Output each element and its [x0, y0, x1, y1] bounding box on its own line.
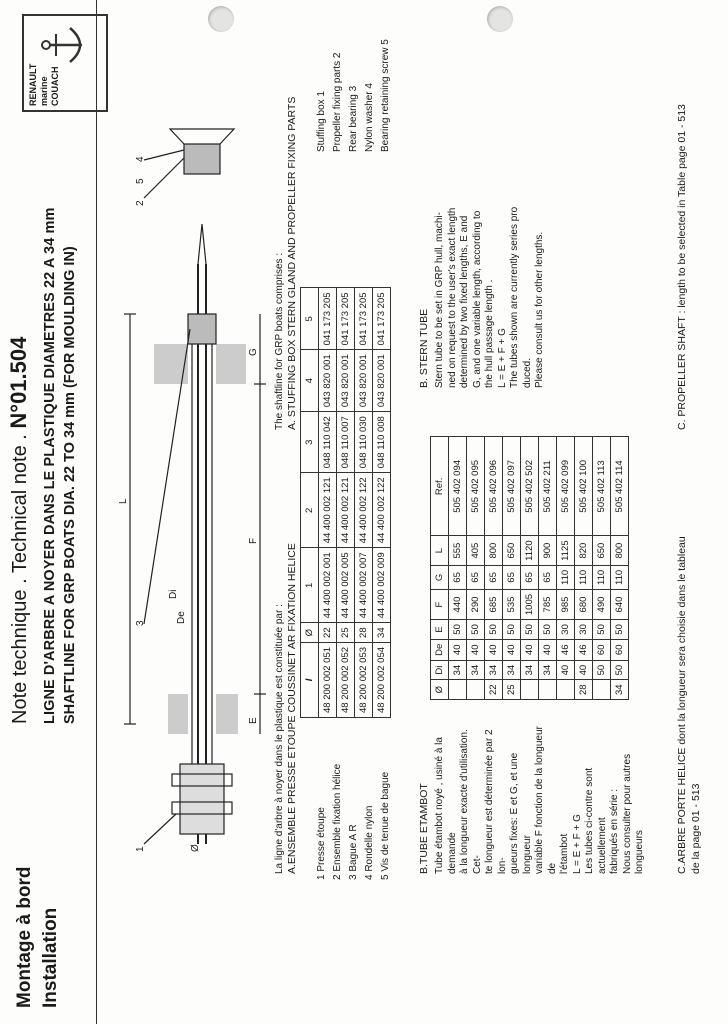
- cell: 110: [611, 565, 629, 589]
- title-en: SHAFTLINE FOR GRP BOATS DIA. 22 TO 34 mm (FOR MOULDING IN): [62, 246, 78, 724]
- text-line: variable F fonction de la longueur de: [534, 726, 558, 874]
- intro-fr: La ligne d'arbre à noyer dans le plastique est constituée par :: [274, 604, 285, 874]
- section-a-fr: A.ENSEMBLE PRESSE ETOUPE COUSSINET AR FIXATION HELICE: [286, 543, 298, 874]
- text-line: gueurs fixes: E et G, et une longueur: [509, 752, 533, 874]
- cell: 40: [575, 660, 593, 680]
- part-en-4: Nylon washer 4: [364, 83, 375, 152]
- cell: 60: [611, 639, 629, 660]
- cell: 041 173 205: [337, 288, 355, 350]
- cell: 34: [611, 680, 629, 700]
- dim-G: G: [248, 348, 259, 356]
- cell: 40: [521, 639, 539, 660]
- callout-3: 3: [135, 620, 146, 626]
- dim-phi: Ø: [190, 844, 201, 852]
- cell: 44 400 002 121: [337, 473, 355, 548]
- cell: 25: [337, 623, 355, 643]
- cell: 50: [449, 620, 467, 640]
- cell: 44 400 002 122: [373, 473, 391, 548]
- callout-1: 1: [135, 846, 146, 852]
- cell: 25: [503, 680, 521, 700]
- cell: 043 820 001: [319, 350, 337, 412]
- table-row: [355, 288, 373, 718]
- th: Ref.: [431, 437, 449, 536]
- cell: 50: [539, 620, 557, 640]
- section-heading: Montage à bord: [14, 866, 35, 1008]
- cell: 50: [611, 660, 629, 680]
- part-fr-4: 4 Rondelle nylon: [364, 805, 375, 880]
- cell: 28: [575, 680, 593, 700]
- cell: 505 402 113: [593, 437, 611, 536]
- cell: 110: [593, 565, 611, 589]
- section-a-en: A. STUFFING BOX STERN GLAND AND PROPELLER FIXING PARTS: [286, 96, 298, 430]
- section-b-en-text: [434, 138, 547, 388]
- th: Di: [431, 660, 449, 680]
- cell: [521, 680, 539, 700]
- cell: 22: [319, 623, 337, 643]
- cell: 505 402 096: [485, 437, 503, 536]
- dim-Di: Di: [168, 589, 179, 599]
- cell: 40: [449, 639, 467, 660]
- cell: 50: [503, 620, 521, 640]
- text-line: the hull passage length .: [484, 279, 495, 388]
- cell: 40: [503, 639, 521, 660]
- cell: 22: [485, 680, 503, 700]
- cell: 405: [467, 536, 485, 565]
- cell: 46: [575, 639, 593, 660]
- cell: 290: [467, 589, 485, 619]
- cell: 34: [503, 660, 521, 680]
- callout-2: 2: [135, 200, 146, 206]
- header-rule: [96, 0, 97, 1024]
- dim-L: L: [118, 498, 129, 504]
- cell: 50: [593, 660, 611, 680]
- part-en-2: Propeller fixing parts 2: [332, 52, 343, 152]
- cell: 34: [521, 660, 539, 680]
- cell: 650: [503, 536, 521, 565]
- part-fr-2: 2 Ensemble fixation hélice: [332, 763, 343, 880]
- table-row: [611, 437, 629, 700]
- cell: 30: [557, 620, 575, 640]
- cell: 505 402 100: [575, 437, 593, 536]
- dim-F: F: [248, 537, 259, 544]
- section-c-en: C. PROPELLER SHAFT : length to be selected in Table page 01 - 513: [676, 104, 688, 430]
- table-row: [557, 437, 575, 700]
- th: L: [431, 536, 449, 565]
- anchor-icon: [38, 20, 88, 70]
- cell: 640: [611, 589, 629, 619]
- cell: 60: [593, 639, 611, 660]
- cell: 505 402 211: [539, 437, 557, 536]
- cell: 65: [449, 565, 467, 589]
- cell: 820: [575, 536, 593, 565]
- cell: 041 173 205: [319, 288, 337, 350]
- cell: 48 200 002 052: [337, 642, 355, 717]
- renault-couach-logo: [22, 14, 108, 112]
- title-fr: LIGNE D'ARBRE A NOYER DANS LE PLASTIQUE DIAMETRES 22 A 34 mm: [42, 207, 58, 724]
- cell: 50: [467, 620, 485, 640]
- subsection-heading: Installation: [40, 907, 61, 1008]
- table-row: [467, 437, 485, 700]
- section-b-fr-title: B.TUBE ETAMBOT: [418, 783, 430, 874]
- cell: 048 110 008: [373, 412, 391, 473]
- section-c-fr-1: C.ARBRE PORTE HELICE dont la longueur sera choisie dans le tableau: [676, 536, 688, 874]
- cell: 34: [373, 623, 391, 643]
- table-row: [575, 437, 593, 700]
- cell: 44 400 002 001: [319, 548, 337, 623]
- text-line: ned on request to the user's exact length: [446, 207, 458, 388]
- cell: 555: [449, 536, 467, 565]
- th: 1: [301, 548, 319, 623]
- callout-4: 4: [135, 156, 146, 162]
- cell: 40: [467, 639, 485, 660]
- th: 3: [301, 412, 319, 473]
- cell: 1005: [521, 589, 539, 619]
- cell: 800: [485, 536, 503, 565]
- cell: 043 820 001: [337, 350, 355, 412]
- table-row: [319, 288, 337, 718]
- th: Ø: [431, 680, 449, 700]
- text-line: L = E + F + G: [571, 814, 583, 874]
- section-b-fr-text: [434, 714, 647, 874]
- text-line: Nous consulter pour autres longueurs: [621, 753, 645, 874]
- cell: 985: [557, 589, 575, 619]
- cell: 34: [467, 660, 485, 680]
- cell: [593, 680, 611, 700]
- cell: 44 400 002 121: [319, 473, 337, 548]
- cell: 65: [521, 565, 539, 589]
- cell: 34: [539, 660, 557, 680]
- cell: 65: [467, 565, 485, 589]
- cell: 650: [593, 536, 611, 565]
- cell: 48 200 002 051: [319, 642, 337, 717]
- table-row: [539, 437, 557, 700]
- cell: 1125: [557, 536, 575, 565]
- text-line: Stern tube to be set in GRP hull, machi-: [434, 211, 445, 388]
- th: G: [431, 565, 449, 589]
- table-row: [593, 437, 611, 700]
- cell: 50: [521, 620, 539, 640]
- th: 5: [301, 288, 319, 350]
- parts-list-fr: [314, 740, 394, 880]
- table-row: [503, 437, 521, 700]
- cell: 40: [485, 639, 503, 660]
- cell: 490: [593, 589, 611, 619]
- part-fr-5: 5 Vis de tenue de bague: [380, 771, 391, 880]
- dim-E: E: [248, 717, 259, 724]
- cell: [467, 680, 485, 700]
- section-b-en-title: B. STERN TUBE: [418, 308, 430, 388]
- logo-line-3: COUACH: [50, 66, 60, 106]
- table-row: [449, 437, 467, 700]
- cell: [539, 680, 557, 700]
- text-line: Please consult us for other lengths.: [534, 231, 545, 388]
- cell: 505 402 095: [467, 437, 485, 536]
- cell: 65: [539, 565, 557, 589]
- cell: 048 110 042: [319, 412, 337, 473]
- cell: [449, 680, 467, 700]
- cell: 30: [575, 620, 593, 640]
- table-row: [337, 288, 355, 718]
- cell: 505 402 502: [521, 437, 539, 536]
- part-en-3: Rear bearing 3: [348, 85, 359, 152]
- parts-list-en: [314, 12, 394, 152]
- cell: 041 173 205: [373, 288, 391, 350]
- cell: 44 400 002 009: [373, 548, 391, 623]
- cell: 110: [557, 565, 575, 589]
- table-row: [485, 437, 503, 700]
- cell: 1120: [521, 536, 539, 565]
- cell: 28: [355, 623, 373, 643]
- text-line: G, and one variable length, according to: [471, 210, 483, 388]
- note-number: N°01.504: [6, 336, 31, 429]
- cell: 785: [539, 589, 557, 619]
- cell: 44 400 002 007: [355, 548, 373, 623]
- cell: 48 200 002 053: [355, 642, 373, 717]
- cell: 110: [575, 565, 593, 589]
- cell: 041 173 205: [355, 288, 373, 350]
- text-line: Tube étambot noyé , usiné à la demande: [434, 737, 458, 874]
- cell: 50: [593, 620, 611, 640]
- th: F: [431, 589, 449, 619]
- text-line: Les tubes ci-contre sont actuellement: [584, 767, 608, 874]
- note-title-text: Note technique . Technical note .: [9, 434, 31, 724]
- cell: 505 402 097: [503, 437, 521, 536]
- text-line: te longueur est déterminée par 2 lon-: [484, 729, 508, 874]
- cell: 505 402 114: [611, 437, 629, 536]
- callout-5: 5: [135, 178, 146, 184]
- cell: 34: [449, 660, 467, 680]
- th: 4: [301, 350, 319, 412]
- cell: 043 820 001: [373, 350, 391, 412]
- cell: 34: [485, 660, 503, 680]
- part-en-5: Bearing retaining screw 5: [380, 39, 391, 152]
- th: De: [431, 639, 449, 660]
- cell: 048 110 007: [337, 412, 355, 473]
- text-line: determined by two fixed lengths, E and: [459, 215, 470, 388]
- logo-line-1: RENAULT: [28, 63, 38, 106]
- part-fr-3: 3 Bague A R: [348, 824, 359, 880]
- th: I: [301, 642, 319, 717]
- cell: 535: [503, 589, 521, 619]
- cell: 65: [485, 565, 503, 589]
- stern-tube-table-header: [431, 437, 449, 700]
- parts-table-header: [301, 288, 319, 718]
- intro-en: The shaftline for GRP boats comprises :: [274, 252, 285, 430]
- part-fr-1: 1 Presse étoupe: [316, 807, 327, 880]
- text-line: L = E + F + G: [496, 328, 508, 388]
- cell: 440: [449, 589, 467, 619]
- note-title: [6, 337, 32, 724]
- parts-table: [300, 287, 391, 718]
- cell: [557, 680, 575, 700]
- text-line: The tubes shown are currently series pro: [509, 206, 520, 388]
- th: E: [431, 620, 449, 640]
- section-c-fr-2: de la page 01 - 513: [690, 783, 702, 874]
- stern-tube-table: [430, 436, 629, 700]
- cell: 685: [485, 589, 503, 619]
- cell: 800: [611, 536, 629, 565]
- cell: 44 400 002 005: [337, 548, 355, 623]
- table-row: [373, 288, 391, 718]
- cell: 65: [503, 565, 521, 589]
- cell: 40: [539, 639, 557, 660]
- th: 2: [301, 473, 319, 548]
- part-en-1: Stuffing box 1: [316, 91, 327, 152]
- cell: 048 110 030: [355, 412, 373, 473]
- cell: 680: [575, 589, 593, 619]
- cell: 043 820 001: [355, 350, 373, 412]
- shaftline-drawing: [110, 114, 280, 874]
- text-line: duced.: [521, 357, 533, 388]
- cell: 505 402 094: [449, 437, 467, 536]
- text-line: fabriqués en série :: [609, 788, 620, 874]
- logo-line-2: marine: [39, 76, 49, 106]
- text-line: à la longueur exacte d'utilisation. Cet-: [459, 729, 483, 874]
- cell: 50: [485, 620, 503, 640]
- cell: 40: [557, 660, 575, 680]
- cell: 44 400 002 122: [355, 473, 373, 548]
- text-line: l'étambot: [559, 833, 570, 874]
- table-row: [521, 437, 539, 700]
- cell: 900: [539, 536, 557, 565]
- cell: 46: [557, 639, 575, 660]
- cell: 48 200 002 054: [373, 642, 391, 717]
- cell: 505 402 099: [557, 437, 575, 536]
- dim-De: De: [176, 611, 187, 624]
- th: Ø: [301, 623, 319, 643]
- cell: 50: [611, 620, 629, 640]
